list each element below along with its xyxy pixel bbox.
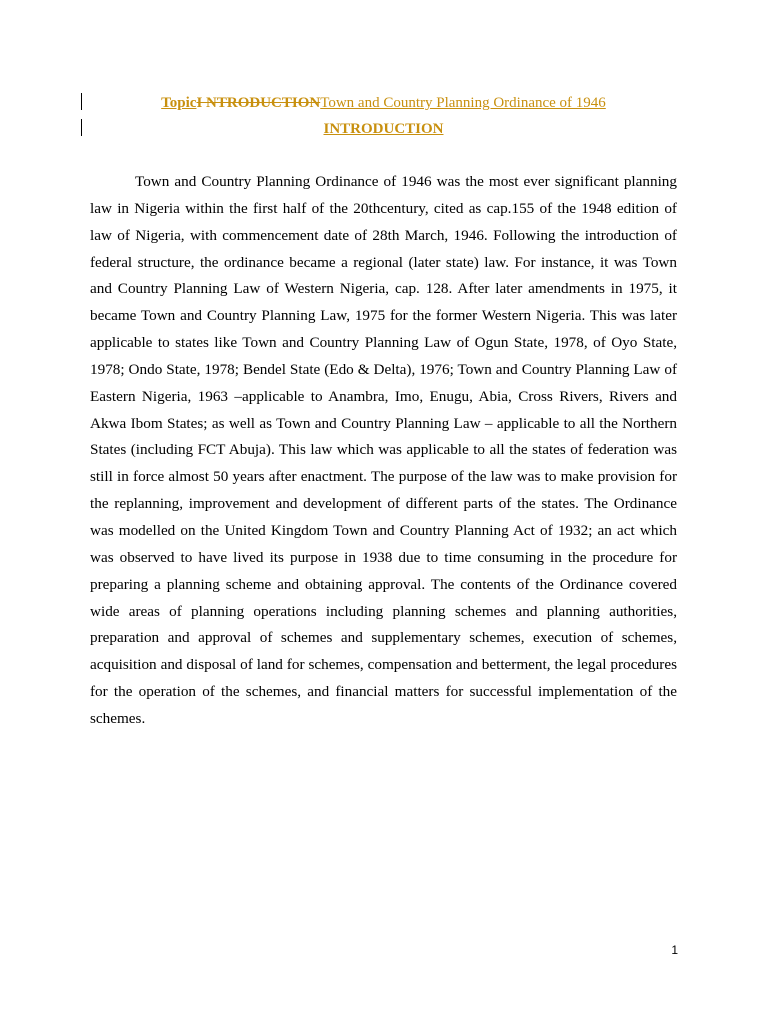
title-deleted-text: I NTRODUCTION (196, 95, 321, 111)
section-heading[interactable] (90, 119, 677, 139)
change-bar-heading (81, 119, 82, 136)
title-topic-label: Topic (161, 95, 197, 111)
title-inserted-text: Town and Country Planning Ordinance of 1946 (320, 95, 606, 111)
heading-text: INTRODUCTION (323, 121, 444, 137)
document-title[interactable] (90, 93, 677, 113)
change-bar-title (81, 93, 82, 110)
body-paragraph[interactable]: Town and Country Planning Ordinance of 1946 was the most ever significant planning law in Nigeria within the first half of the 20thcentury, cited as cap.155 of the 1948 edition of law of Nigeria, with commencement date of 28th March, 1946. Following the introduction of federal structure, the ordinance became a regional (later state) law. For instance, it was Town and Country Planning Law of Western Nigeria, cap. 128. After later amendments in 1975, it became Town and Country Planning Law, 1975 for the former Western Nigeria. This was later applicable to states like Town and Country Planning Law of Ogun State, 1978, of Oyo State, 1978; Ondo State, 1978; Bendel State (Edo & Delta), 1976; Town and Country Planning Law of Eastern Nigeria, 1963 –applicable to Anambra, Imo, Enugu, Abia, Cross Rivers, Rivers and Akwa Ibom States; as well as Town and Country Planning Law – applicable to all the Northern States (including FCT Abuja). This law which was applicable to all the states of federation was still in force almost 50 years after enactment. The purpose of the law was to make provision for the replanning, improvement and development of different parts of the states. The Ordinance was modelled on the United Kingdom Town and Country Planning Act of 1932; an act which was observed to have lived its purpose in 1938 due to time consuming in the procedure for preparing a planning scheme and obtaining approval. The contents of the Ordinance covered wide areas of planning operations including planning schemes and planning authorities, preparation and approval of schemes and supplementary schemes, execution of schemes, acquisition and disposal of land for schemes, compensation and betterment, the legal procedures for the operation of the schemes, and financial matters for successful implementation of the schemes. (90, 173, 677, 727)
page-number: 1 (671, 943, 678, 957)
